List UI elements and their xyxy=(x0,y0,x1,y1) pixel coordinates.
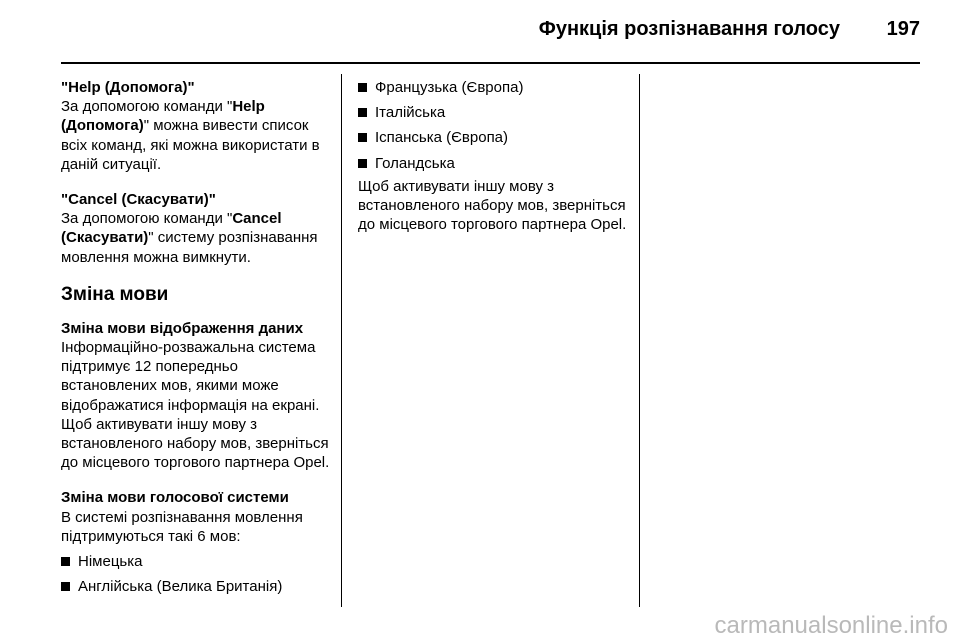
page-header-title: Функція розпізнавання голосу xyxy=(538,18,840,40)
watermark: carmanualsonline.info xyxy=(714,612,948,639)
bullet-icon xyxy=(61,582,70,591)
middle-body: Щоб активувати іншу мову з встановленого набору мов, зверніться до місцевого торгового партнера Opel. xyxy=(358,177,627,234)
section-title-language: Зміна мови xyxy=(61,283,169,305)
list-item: Німецька xyxy=(61,552,333,571)
bullet-icon xyxy=(358,159,367,168)
cancel-command-title: "Cancel (Скасувати)" xyxy=(61,191,216,209)
column-divider-left xyxy=(341,74,342,607)
left-column xyxy=(61,78,333,596)
bullet-icon xyxy=(358,133,367,142)
help-command-body: За допомогою команди "Help (Допомога)" можна вивести список всіх команд, які можна використати в даній ситуації. xyxy=(61,98,320,173)
column-divider-right xyxy=(639,74,640,607)
bullet-icon xyxy=(61,557,70,566)
cancel-command-body: За допомогою команди "Cancel (Скасувати)" систему розпізнавання мовлення можна вимкнути. xyxy=(61,210,318,266)
help-command-title: "Help (Допомога)" xyxy=(61,79,195,96)
display-language-body: Інформаційно-розважальна система підтримує 12 попередньо встановлених мов, якими може відображатися інформація на екрані. Щоб активувати іншу мову з встановленого набору мов, зверніться до місцевого торгового партнера Opel. xyxy=(61,339,330,472)
list-item: Іспанська (Європа) xyxy=(358,128,630,147)
voice-language-title: Зміна мови голосової системи xyxy=(61,489,289,507)
list-item: Французька (Європа) xyxy=(358,78,630,97)
display-language-title: Зміна мови відображення даних xyxy=(61,319,304,337)
list-item: Англійська (Велика Британія) xyxy=(61,577,333,596)
list-item: Італійська xyxy=(358,103,630,122)
list-item: Голандська xyxy=(358,154,630,173)
voice-language-body: В системі розпізнавання мовлення підтримуються такі 6 мов: xyxy=(61,508,303,545)
header-rule xyxy=(61,62,920,64)
bullet-icon xyxy=(358,83,367,92)
bullet-icon xyxy=(358,108,367,117)
page-number: 197 xyxy=(886,18,920,40)
middle-column xyxy=(358,78,630,234)
